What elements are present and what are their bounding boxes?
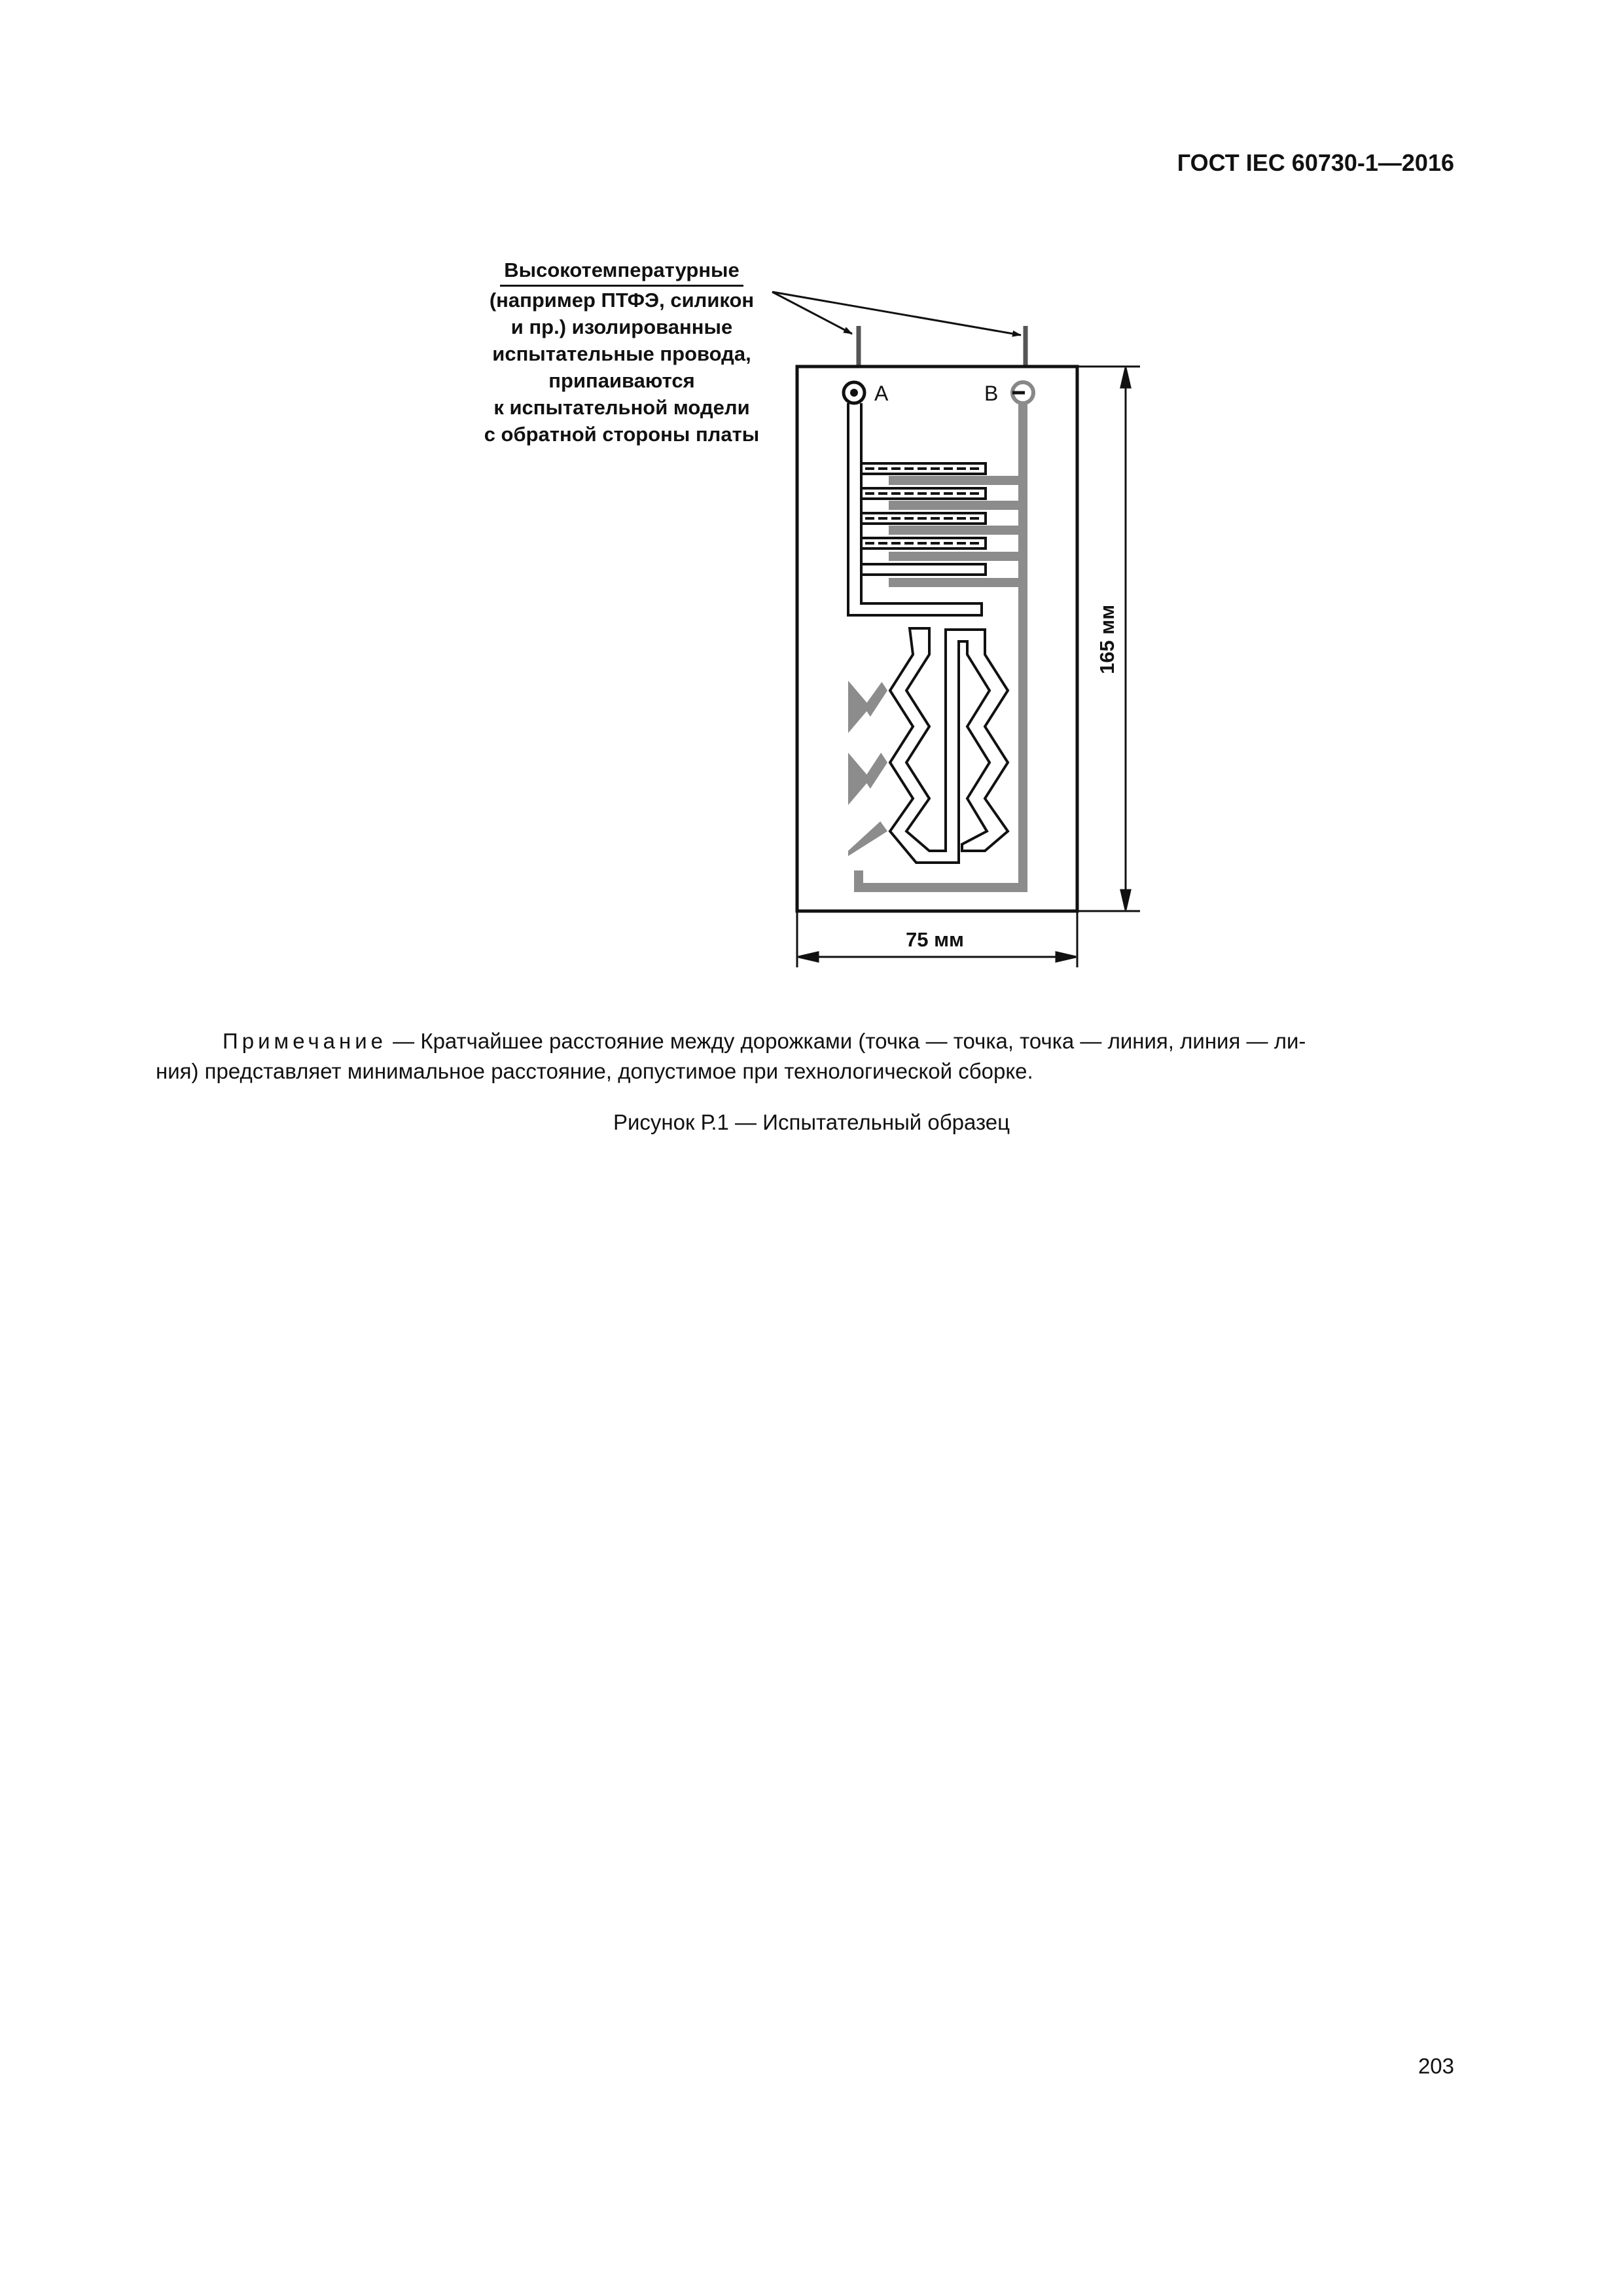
callout-line-3: и пр.) изолированные [510,315,733,338]
callout-line-5: припаиваются [548,369,695,392]
test-specimen-figure [0,0,1623,1021]
callout-line-7: с обратной стороны платы [484,423,760,446]
callout-line-1: Высокотемпературные [500,257,743,287]
terminal-a-pad [844,382,865,403]
callout-line-2: (например ПТФЭ, силикон [489,289,755,312]
terminal-b-label: B [984,382,999,405]
note-label: Примечание [223,1029,387,1053]
terminal-a-label: A [874,382,889,405]
callout-leader-lines [772,292,1021,335]
width-dimension-label: 75 мм [906,928,964,951]
callout-line-6: к испытательной модели [493,396,750,419]
page-number: 203 [1418,2054,1454,2078]
figure-caption: Рисунок Р.1 — Испытательный образец [613,1110,1010,1134]
note-text-line-2: ния) представляет минимальное расстояние, допустимое при технологической сборке. [156,1059,1033,1083]
callout-line-4: испытательные провода, [492,342,751,365]
note-text-line-1: — Кратчайшее расстояние между дорожками (точка — точка, точка — линия, линия — ли- [387,1029,1306,1053]
document-header: ГОСТ IEC 60730-1—2016 [1177,149,1454,176]
wire-callout-text [452,257,792,448]
circuit-board-outline [797,367,1077,911]
figure-note [156,1026,1467,1086]
height-dimension-label: 165 мм [1096,604,1118,674]
terminal-b-pad [1012,382,1033,403]
